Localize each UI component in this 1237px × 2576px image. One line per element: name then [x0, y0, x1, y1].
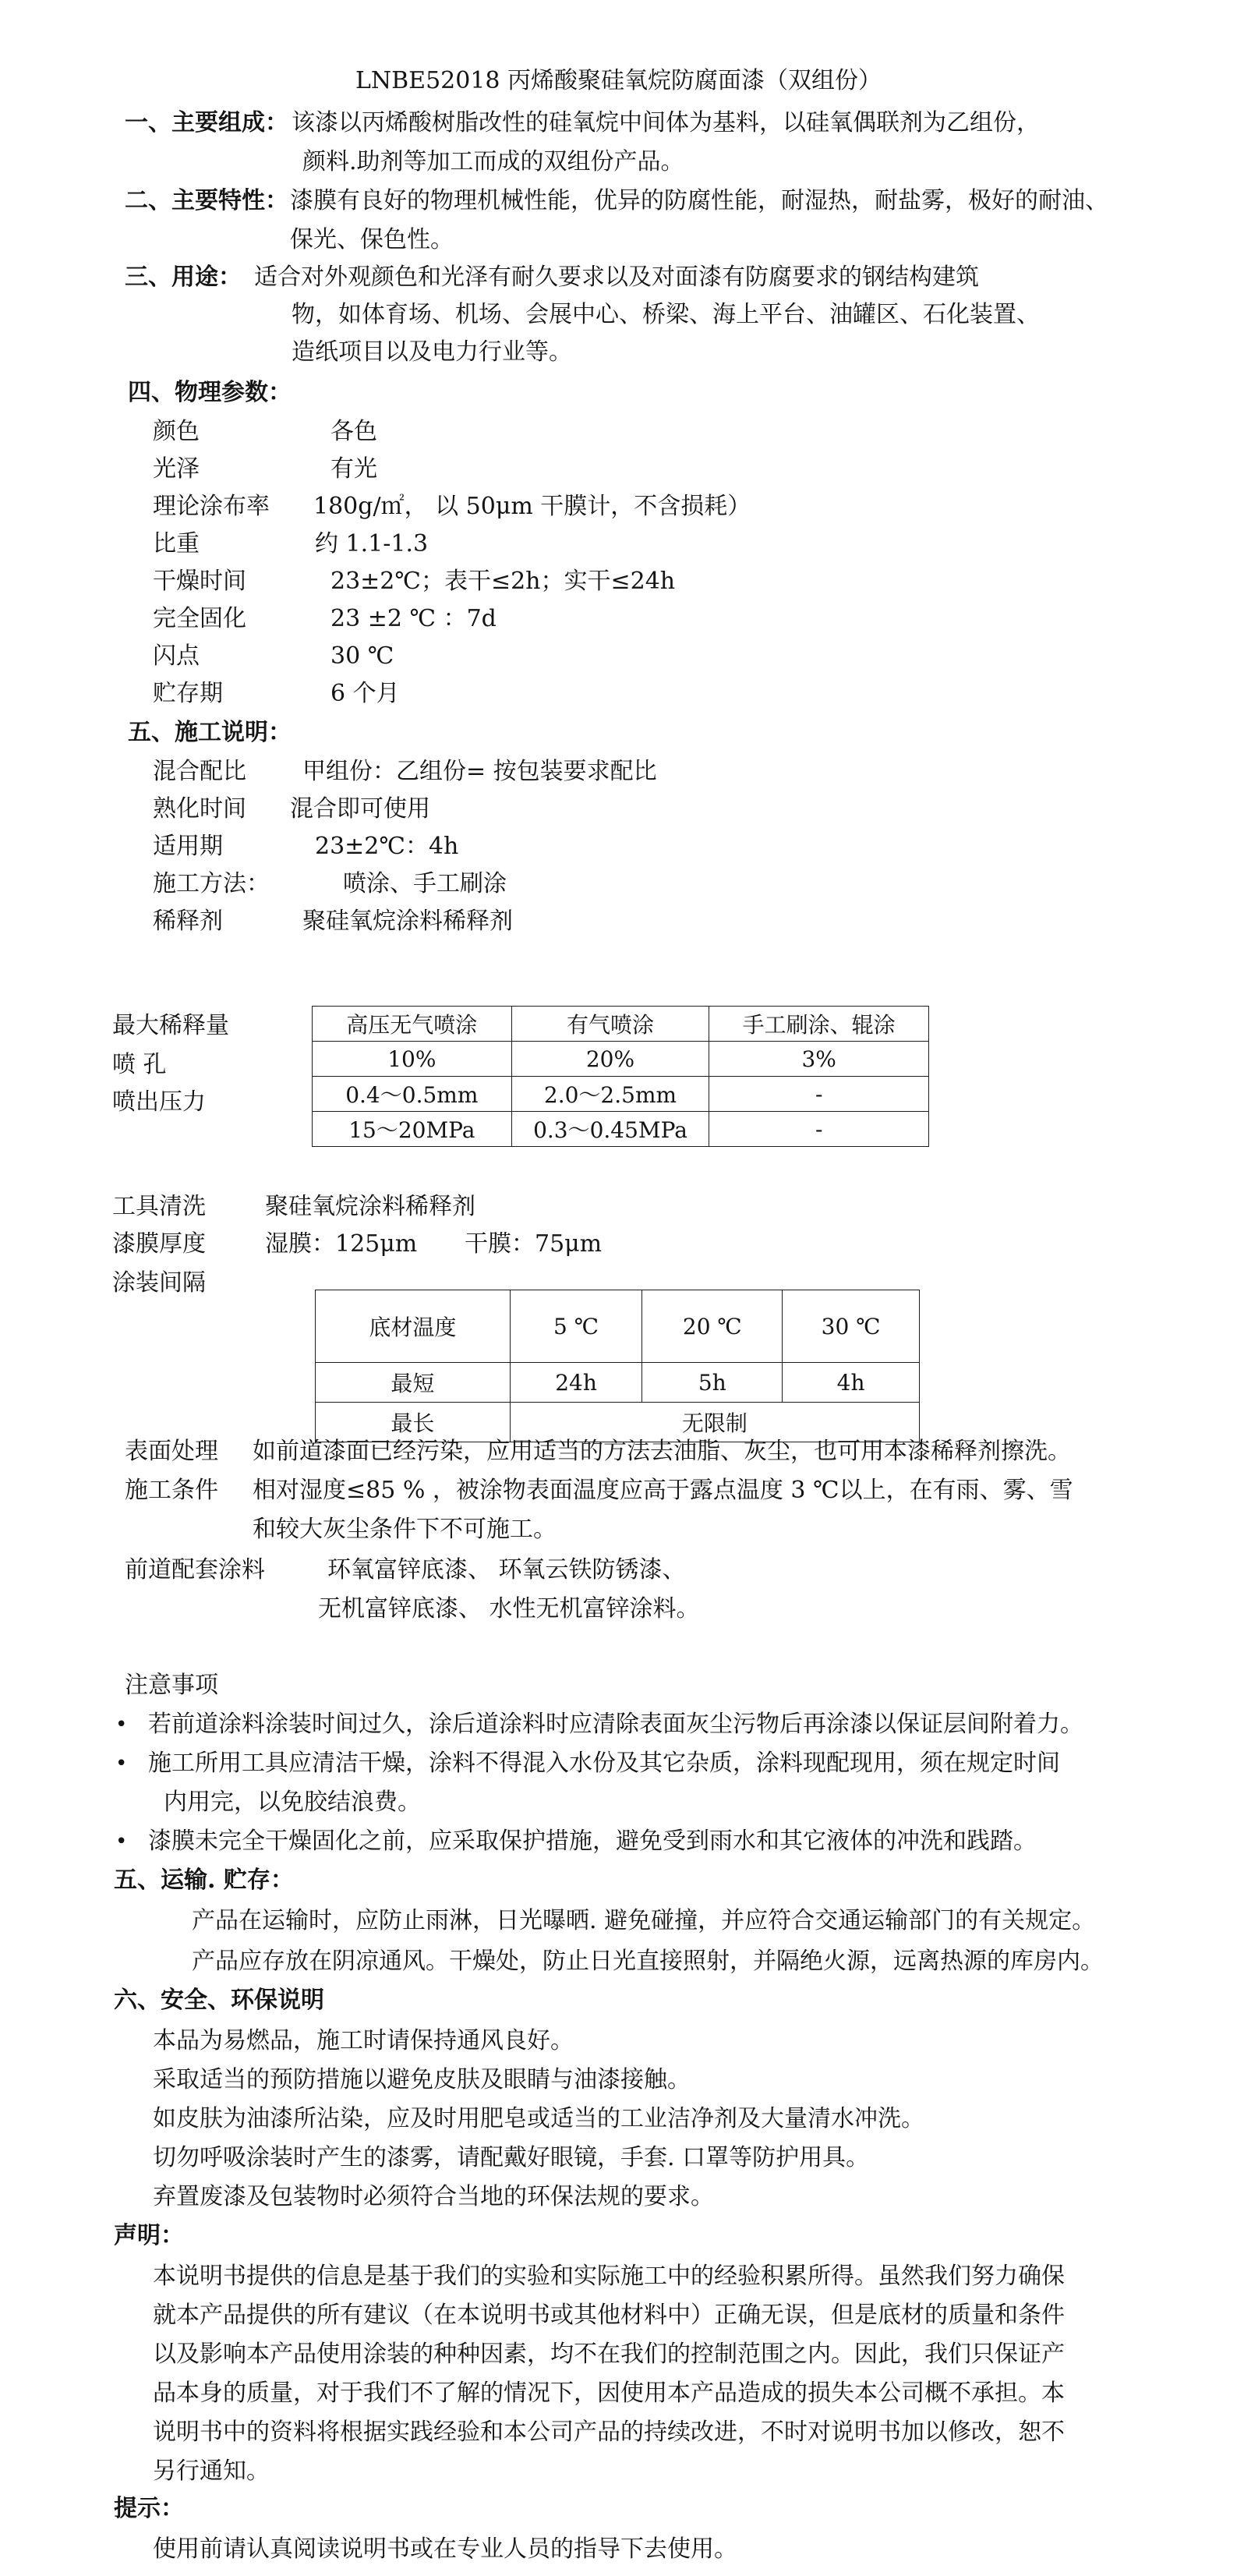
- surface-label: 表面处理: [125, 1438, 218, 1465]
- construction-value: 混合即可使用: [290, 795, 430, 823]
- table-row: [313, 1112, 929, 1147]
- conditions-label: 施工条件: [125, 1477, 218, 1504]
- table-cell: 无限制: [510, 1403, 919, 1442]
- table-cell: 4h: [783, 1363, 920, 1403]
- bullet-icon: •: [115, 1713, 128, 1736]
- table-row: [313, 1042, 929, 1077]
- table-cell: 20%: [511, 1042, 709, 1077]
- interval-table: [315, 1290, 920, 1442]
- table-cell: 最长: [316, 1403, 511, 1442]
- physical-label: 光泽: [153, 455, 200, 483]
- physical-value: 6 个月: [330, 680, 400, 707]
- table-cell: 2.0～2.5mm: [511, 1077, 709, 1112]
- physical-label: 理论涂布率: [153, 493, 270, 520]
- composition-label: 一、主要组成：: [125, 109, 288, 136]
- characteristics-text-1: 漆膜有良好的物理机械性能，优异的防腐性能，耐湿热，耐盐雾，极好的耐油、: [290, 187, 1108, 214]
- table-header-cell: 5 ℃: [510, 1290, 642, 1363]
- spray-label-nozzle: 喷 孔: [112, 1051, 167, 1078]
- physical-value: 各色: [330, 418, 377, 445]
- bullet-icon: •: [115, 1752, 128, 1775]
- physical-value: 约 1.1-1.3: [315, 530, 429, 557]
- statement-line: 另行通知。: [153, 2457, 270, 2485]
- construction-label: 混合配比: [153, 758, 246, 785]
- construction-value: 甲组份：乙组份= 按包装要求配比: [302, 758, 657, 785]
- notes-item-1: 若前道涂料涂装时间过久，涂后道涂料时应清除表面灰尘污物后再涂漆以保证层间附着力。: [148, 1711, 1083, 1738]
- usage-text-1: 适合对外观颜色和光泽有耐久要求以及对面漆有防腐要求的钢结构建筑: [254, 264, 979, 291]
- construction-value: 23±2℃：4h: [315, 833, 459, 860]
- spray-label-pressure: 喷出压力: [112, 1088, 206, 1116]
- table-row: [313, 1077, 929, 1112]
- characteristics-label: 二、主要特性：: [125, 187, 288, 214]
- statement-line: 本说明书提供的信息是基于我们的实验和实际施工中的经验积累所得。虽然我们努力确保: [153, 2263, 1065, 2290]
- table-cell: 3%: [709, 1042, 929, 1077]
- bullet-icon: •: [115, 1830, 128, 1853]
- table-row: [316, 1363, 920, 1403]
- construction-label: 稀释剂: [153, 908, 223, 935]
- transport-text-1: 产品在运输时，应防止雨淋，日光曝晒. 避免碰撞，并应符合交通运输部门的有关规定。: [192, 1907, 1096, 1934]
- construction-label: 适用期: [153, 833, 223, 860]
- construction-value: 喷涂、手工刷涂: [343, 870, 507, 897]
- statement-line: 品本身的质量，对于我们不了解的情况下，因使用本产品造成的损失本公司概不承担。本: [153, 2380, 1065, 2407]
- table-header-cell: 高压无气喷涂: [313, 1007, 512, 1042]
- safety-line: 切勿呼吸涂装时产生的漆雾，请配戴好眼镜，手套. 口罩等防护用具。: [153, 2144, 870, 2171]
- construction-label: 施工方法：: [153, 870, 270, 897]
- physical-label: 干燥时间: [153, 568, 246, 595]
- physical-label: 完全固化: [153, 605, 246, 632]
- physical-value: 30 ℃: [330, 642, 394, 670]
- tip-line: 使用前请认真阅读说明书或在专业人员的指导下去使用。: [153, 2535, 737, 2563]
- interval-label: 涂装间隔: [112, 1269, 206, 1297]
- statement-line: 以及影响本产品使用涂装的种种因素，均不在我们的控制范围之内。因此，我们只保证产: [153, 2341, 1065, 2368]
- physical-value: 23±2℃；表干≤2h；实干≤24h: [330, 568, 676, 595]
- physical-value: 23 ±2 ℃ ：7d: [330, 605, 497, 632]
- notes-item-3: 漆膜未完全干燥固化之前，应采取保护措施，避免受到雨水和其它液体的冲洗和践踏。: [148, 1828, 1037, 1855]
- notes-heading: 注意事项: [125, 1672, 218, 1699]
- table-cell: -: [709, 1077, 929, 1112]
- film-thickness-wet: 湿膜：125μm: [265, 1230, 418, 1258]
- construction-label: 熟化时间: [153, 795, 246, 823]
- primer-text-2: 无机富锌底漆、 水性无机富锌涂料。: [318, 1595, 700, 1622]
- statement-line: 说明书中的资料将根据实践经验和本公司产品的持续改进，不时对说明书加以修改，恕不: [153, 2419, 1065, 2446]
- table-cell: 最短: [316, 1363, 511, 1403]
- table-header-cell: 底材温度: [316, 1290, 511, 1363]
- table-cell: 0.4～0.5mm: [313, 1077, 512, 1112]
- statement-line: 就本产品提供的所有建议（在本说明书或其他材料中）正确无误，但是底材的质量和条件: [153, 2302, 1065, 2329]
- characteristics-text-2: 保光、保色性。: [290, 226, 454, 253]
- safety-line: 如皮肤为油漆所沾染，应及时用肥皂或适当的工业洁净剂及大量清水冲洗。: [153, 2105, 924, 2132]
- table-cell: 5h: [642, 1363, 783, 1403]
- tool-clean-label: 工具清洗: [112, 1193, 206, 1220]
- conditions-text-2: 和较大灰尘条件下不可施工。: [253, 1516, 557, 1543]
- safety-heading: 六、安全、环保说明: [114, 1987, 324, 2014]
- surface-value: 如前道漆面已经污染，应用适当的方法去油脂、灰尘，也可用本漆稀释剂擦洗。: [253, 1438, 1071, 1465]
- statement-heading: 声明：: [114, 2222, 184, 2249]
- table-row: [316, 1290, 920, 1363]
- spray-table: [312, 1006, 929, 1147]
- physical-label: 闪点: [153, 642, 200, 670]
- film-thickness-label: 漆膜厚度: [112, 1230, 206, 1258]
- notes-item-2: 施工所用工具应清洁干燥，涂料不得混入水份及其它杂质，涂料现配现用，须在规定时间: [148, 1750, 1060, 1777]
- physical-label: 颜色: [153, 418, 200, 445]
- film-thickness-dry: 干膜：75μm: [465, 1230, 603, 1258]
- table-header-cell: 20 ℃: [642, 1290, 783, 1363]
- physical-value: 有光: [330, 455, 377, 483]
- safety-line: 采取适当的预防措施以避免皮肤及眼睛与油漆接触。: [153, 2066, 691, 2093]
- construction-heading: 五、施工说明：: [128, 719, 292, 746]
- table-header-cell: 30 ℃: [783, 1290, 920, 1363]
- table-header-cell: 有气喷涂: [511, 1007, 709, 1042]
- construction-value: 聚硅氧烷涂料稀释剂: [302, 908, 513, 935]
- physical-label: 比重: [153, 530, 200, 557]
- spray-label-dilution: 最大稀释量: [112, 1012, 229, 1039]
- table-cell: 24h: [510, 1363, 642, 1403]
- tip-heading: 提示：: [114, 2495, 184, 2522]
- primer-label: 前道配套涂料: [125, 1556, 265, 1583]
- safety-line: 弃置废漆及包装物时必须符合当地的环保法规的要求。: [153, 2183, 714, 2210]
- table-header-cell: 手工刷涂、辊涂: [709, 1007, 929, 1042]
- conditions-text-1: 相对湿度≤85 % ，被涂物表面温度应高于露点温度 3 ℃以上，在有雨、雾、雪: [253, 1477, 1073, 1504]
- physical-label: 贮存期: [153, 680, 223, 707]
- composition-text-2: 颜料.助剂等加工而成的双组份产品。: [302, 148, 684, 175]
- page-title: LNBE52018 丙烯酸聚硅氧烷防腐面漆（双组份）: [355, 67, 882, 94]
- table-cell: 0.3～0.45MPa: [511, 1112, 709, 1147]
- tool-clean-value: 聚硅氧烷涂料稀释剂: [265, 1193, 475, 1220]
- physical-value: 180g/㎡， 以 50μm 干膜计，不含损耗）: [313, 493, 751, 520]
- usage-text-3: 造纸项目以及电力行业等。: [292, 338, 572, 366]
- transport-text-2: 产品应存放在阴凉通风。干燥处，防止日光直接照射，并隔绝火源，远离热源的库房内。: [192, 1948, 1104, 1975]
- safety-line: 本品为易燃品，施工时请保持通风良好。: [153, 2027, 574, 2054]
- usage-text-2: 物，如体育场、机场、会展中心、桥梁、海上平台、油罐区、石化装置、: [292, 301, 1040, 328]
- transport-heading: 五、运输. 贮存：: [114, 1867, 294, 1894]
- notes-item-2-cont: 内用完，以免胶结浪费。: [164, 1789, 421, 1816]
- table-cell: 15～20MPa: [313, 1112, 512, 1147]
- table-row: [313, 1007, 929, 1042]
- physical-heading: 四、物理参数：: [128, 379, 292, 406]
- table-cell: -: [709, 1112, 929, 1147]
- primer-text-1: 环氧富锌底漆、 环氧云铁防锈漆、: [327, 1556, 686, 1583]
- composition-text-1: 该漆以丙烯酸树脂改性的硅氧烷中间体为基料，以硅氧偶联剂为乙组份，: [292, 109, 1040, 136]
- table-cell: 10%: [313, 1042, 512, 1077]
- usage-label: 三、用途：: [125, 264, 242, 291]
